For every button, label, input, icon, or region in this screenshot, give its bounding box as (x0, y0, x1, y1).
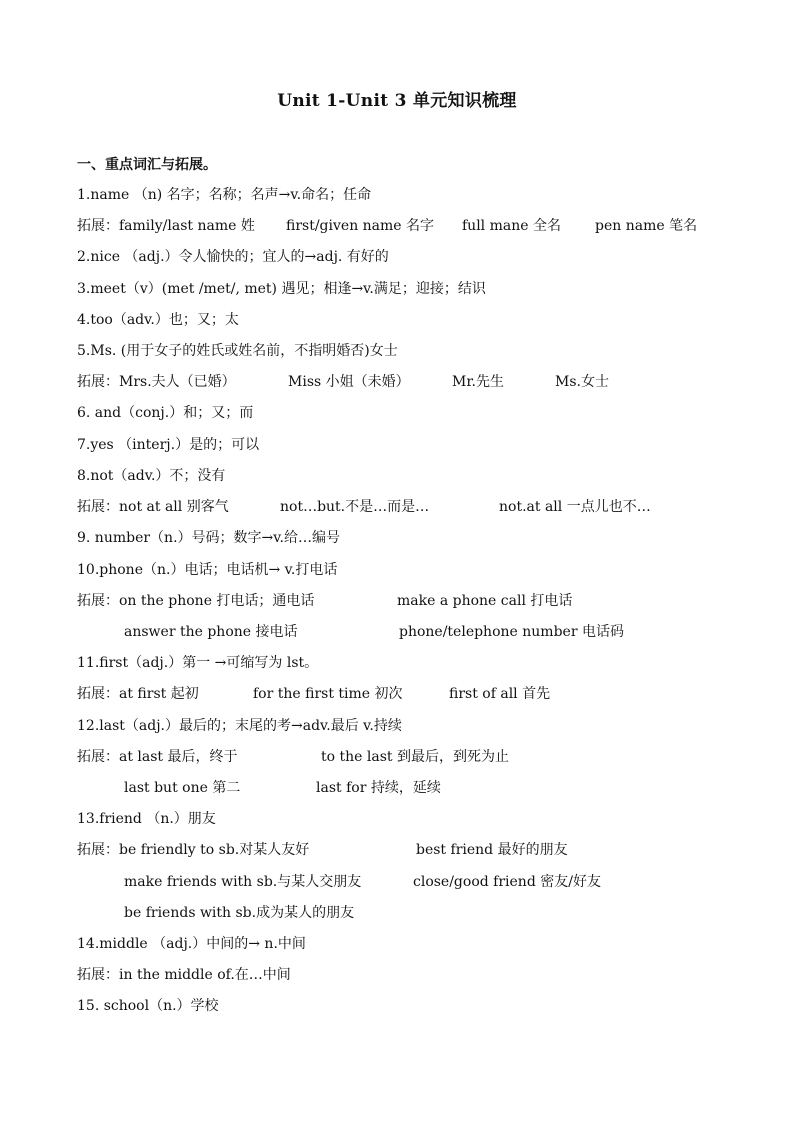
expansion-line-last-2 (124, 778, 744, 798)
entry-meet: 3.meet（v）(met /met/, met) 遇见；相逢→v.满足；迎接；结识 (77, 281, 486, 297)
expansion-line-friend (77, 840, 757, 860)
expansion-col: for the first time 初次 (253, 686, 403, 702)
entry-name: 1.name （n) 名字；名称；名声→v.命名；任命 (77, 187, 372, 203)
entry-ms: 5.Ms. (用于女子的姓氏或姓名前，不指明婚否)女士 (77, 343, 398, 359)
entry-school: 15. school（n.）学校 (77, 998, 219, 1014)
expansion-line-phone-2 (124, 622, 744, 642)
entry-last: 12.last（adj.）最后的；末尾的考→adv.最后 v.持续 (77, 718, 402, 734)
expansion-col: not…but.不是…而是… (280, 499, 430, 515)
expansion-col: full mane 全名 (462, 218, 561, 234)
entry-phone: 10.phone（n.）电话；电话机→ v.打电话 (77, 562, 338, 578)
expansion-col: not.at all 一点儿也不… (499, 499, 651, 515)
entry-and: 6. and（conj.）和；又；而 (77, 405, 254, 421)
expansion-col: 拓展：on the phone 打电话；通电话 (77, 593, 315, 609)
expansion-col: to the last 到最后，到死为止 (321, 749, 509, 765)
entry-number: 9. number（n.）号码；数字→v.给…编号 (77, 530, 340, 546)
expansion-col: Miss 小姐（未婚） (288, 374, 410, 390)
entry-not: 8.not（adv.）不；没有 (77, 468, 226, 484)
expansion-line-friend-2 (124, 872, 744, 892)
expansion-col: phone/telephone number 电话码 (399, 624, 624, 640)
expansion-col: last for 持续，延续 (316, 780, 441, 796)
expansion-line-middle: 拓展：in the middle of.在…中间 (77, 967, 291, 983)
expansion-col: first/given name 名字 (286, 218, 435, 234)
section-heading: 一、重点词汇与拓展。 (77, 157, 217, 173)
expansion-line-friend-3: be friends with sb.成为某人的朋友 (124, 905, 355, 921)
expansion-col: 拓展：at first 起初 (77, 686, 199, 702)
entry-too: 4.too（adv.）也；又；太 (77, 312, 239, 328)
entry-first: 11.first（adj.）第一 →可缩写为 lst。 (77, 655, 319, 671)
expansion-line-not (77, 497, 757, 517)
expansion-line-titles (77, 372, 757, 392)
expansion-col: Mr.先生 (452, 374, 504, 390)
expansion-line-phone (77, 591, 757, 611)
expansion-col: Ms.女士 (555, 374, 609, 390)
entry-nice: 2.nice （adj.）令人愉快的；宜人的→adj. 有好的 (77, 249, 389, 265)
entry-middle: 14.middle （adj.）中间的→ n.中间 (77, 936, 306, 952)
expansion-col: make a phone call 打电话 (397, 593, 573, 609)
expansion-col: best friend 最好的朋友 (416, 842, 568, 858)
entry-yes: 7.yes （interj.）是的；可以 (77, 437, 260, 453)
expansion-line-name (77, 216, 757, 236)
expansion-col: 拓展：be friendly to sb.对某人友好 (77, 842, 310, 858)
expansion-col: answer the phone 接电话 (124, 624, 298, 640)
expansion-col: 拓展：family/last name 姓 (77, 218, 255, 234)
entry-friend: 13.friend （n.）朋友 (77, 811, 216, 827)
expansion-col: first of all 首先 (449, 686, 551, 702)
expansion-line-last (77, 747, 757, 767)
expansion-col: 拓展：Mrs.夫人（已婚） (77, 374, 236, 390)
expansion-col: 拓展：not at all 别客气 (77, 499, 229, 515)
expansion-col: last but one 第二 (124, 780, 241, 796)
expansion-col: pen name 笔名 (595, 218, 698, 234)
expansion-line-first (77, 684, 757, 704)
expansion-col: close/good friend 密友/好友 (413, 874, 601, 890)
page-title: Unit 1-Unit 3 单元知识梳理 (277, 91, 517, 111)
expansion-col: make friends with sb.与某人交朋友 (124, 874, 362, 890)
expansion-col: 拓展：at last 最后，终于 (77, 749, 238, 765)
